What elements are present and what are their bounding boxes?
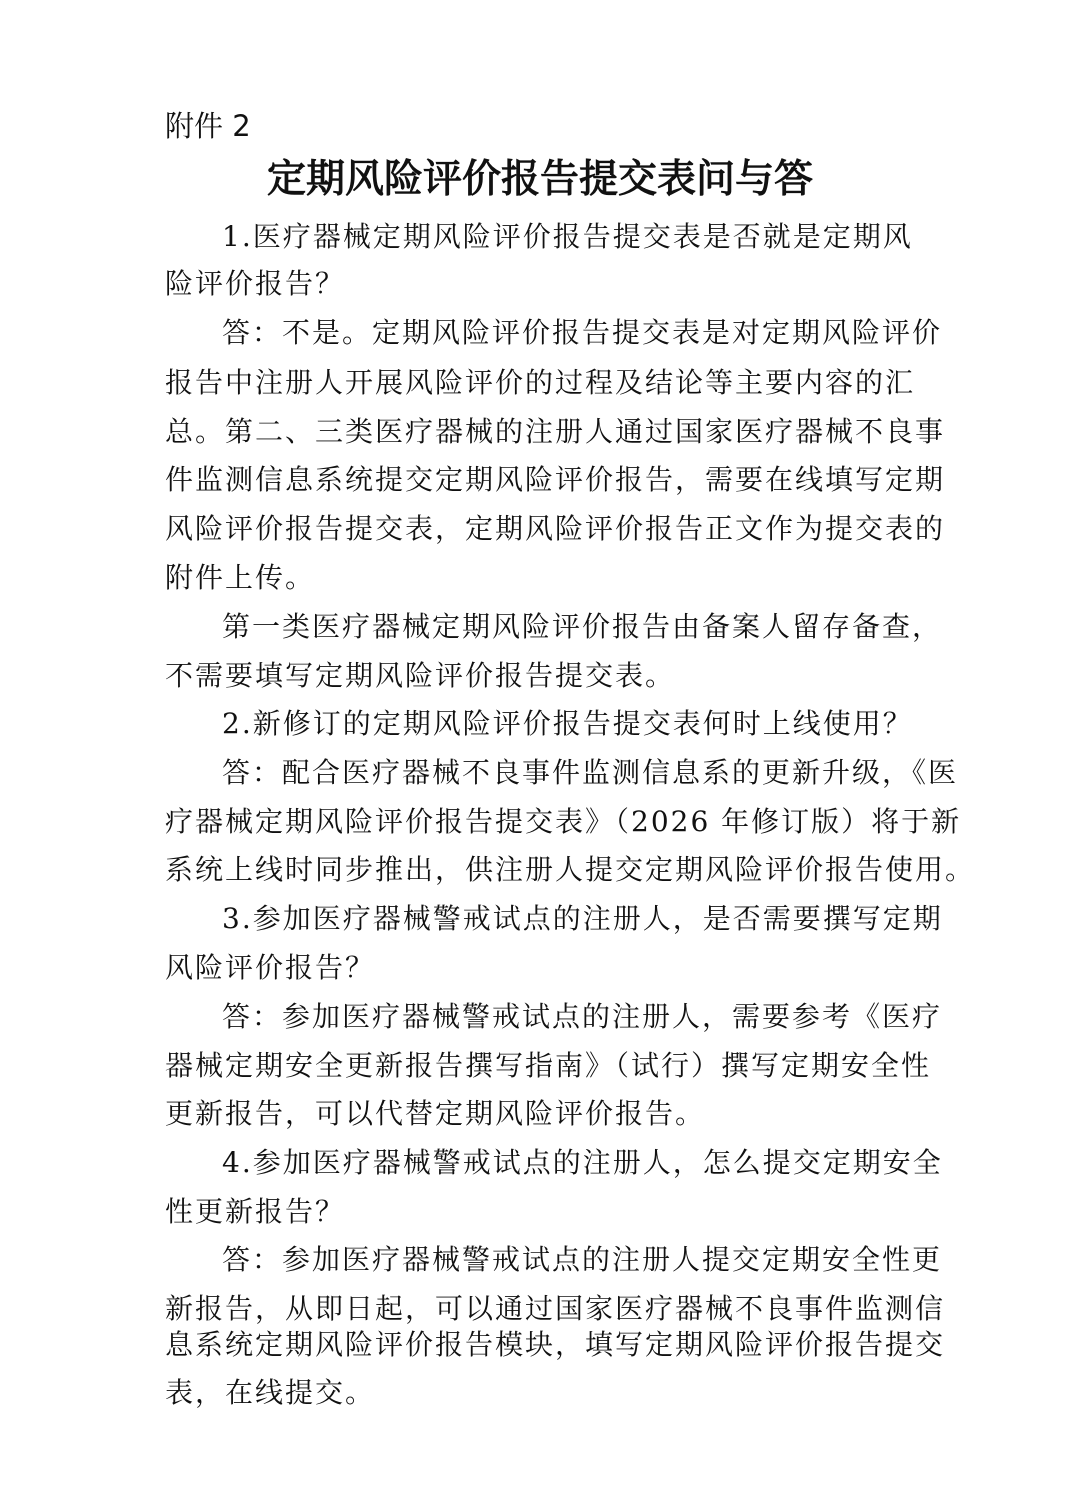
answer-1-line-1: 答：不是。定期风险评价报告提交表是对定期风险评价 bbox=[222, 316, 943, 349]
answer-3-line-3: 更新报告，可以代替定期风险评价报告。 bbox=[165, 1097, 706, 1130]
answer-4-line-3: 息系统定期风险评价报告模块，填写定期风险评价报告提交 bbox=[165, 1328, 946, 1361]
question-4-line-2: 性更新报告？ bbox=[165, 1195, 346, 1228]
answer-1b-line-2: 不需要填写定期风险评价报告提交表。 bbox=[165, 659, 676, 692]
answer-1-line-6: 附件上传。 bbox=[165, 561, 316, 594]
answer-4-line-2: 新报告，从即日起，可以通过国家医疗器械不良事件监测信 bbox=[165, 1292, 946, 1325]
answer-3-line-2: 器械定期安全更新报告撰写指南》（试行）撰写定期安全性 bbox=[165, 1049, 932, 1082]
answer-2-line-3: 系统上线时同步推出，供注册人提交定期风险评价报告使用。 bbox=[165, 853, 976, 886]
answer-3-line-1: 答：参加医疗器械警戒试点的注册人，需要参考《医疗 bbox=[222, 1000, 943, 1033]
answer-1-line-4: 件监测信息系统提交定期风险评价报告，需要在线填写定期 bbox=[165, 463, 946, 496]
question-3-line-1: 3.参加医疗器械警戒试点的注册人，是否需要撰写定期 bbox=[222, 902, 943, 935]
answer-2-line-2: 疗器械定期风险评价报告提交表》（2026 年修订版）将于新 bbox=[165, 805, 962, 838]
answer-1-line-5: 风险评价报告提交表，定期风险评价报告正文作为提交表的 bbox=[165, 512, 946, 545]
attachment-label: 附件 2 bbox=[165, 109, 251, 143]
answer-1-line-2: 报告中注册人开展风险评价的过程及结论等主要内容的汇 bbox=[165, 366, 916, 399]
question-4-line-1: 4.参加医疗器械警戒试点的注册人，怎么提交定期安全 bbox=[222, 1146, 943, 1179]
answer-1b-line-1: 第一类医疗器械定期风险评价报告由备案人留存备查， bbox=[222, 610, 943, 643]
answer-4-line-1: 答：参加医疗器械警戒试点的注册人提交定期安全性更 bbox=[222, 1243, 943, 1276]
answer-2-line-1: 答：配合医疗器械不良事件监测信息系的更新升级，《医 bbox=[222, 756, 959, 789]
answer-1-line-3: 总。第二、三类医疗器械的注册人通过国家医疗器械不良事 bbox=[165, 415, 946, 448]
question-3-line-2: 风险评价报告？ bbox=[165, 951, 376, 984]
question-1-line-2: 险评价报告？ bbox=[165, 267, 346, 300]
document-title: 定期风险评价报告提交表问与答 bbox=[266, 156, 813, 202]
question-1-line-1: 1.医疗器械定期风险评价报告提交表是否就是定期风 bbox=[222, 220, 913, 253]
answer-4-line-4: 表，在线提交。 bbox=[165, 1376, 376, 1409]
question-2-line-1: 2.新修订的定期风险评价报告提交表何时上线使用？ bbox=[222, 707, 913, 740]
